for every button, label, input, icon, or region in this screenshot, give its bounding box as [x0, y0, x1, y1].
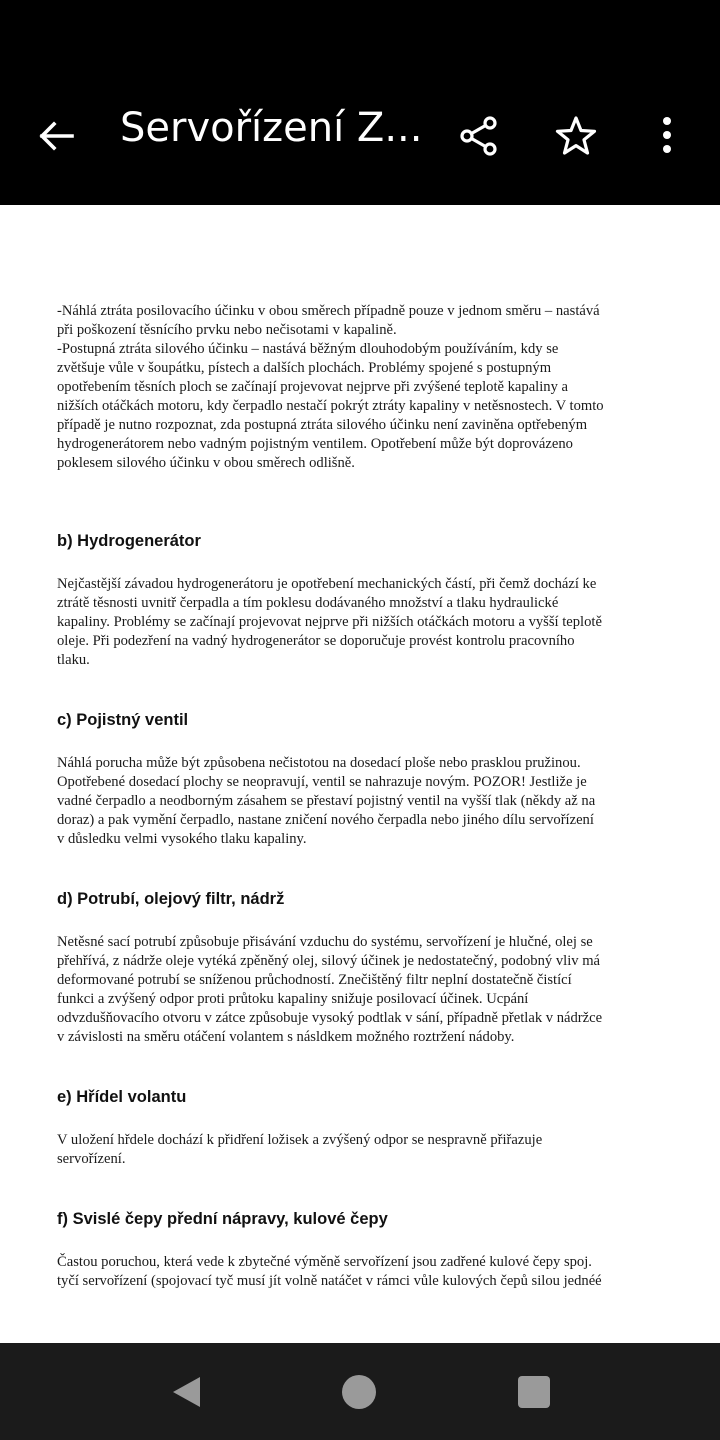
- section-heading-pojistny-ventil: c) Pojistný ventil: [57, 711, 189, 729]
- section-text-hydrogenerator: Nejčastější závadou hydrogenerátoru je opotřebení mechanických částí, při čemž dochází ke ztrátě těsnosti uvnitř čerpadla a tím poklesu dodávaného množství a tlaku hydraulické kapaliny. Problémy se začínají projevovat nejprve při nižších otáčkách motoru a vyšší teplotě oleje. Při podezření na vadný hydrogenerátor se doporučuje provést kontrolu pracovního tlaku.: [57, 576, 602, 668]
- document-title: Servořízení Z...: [120, 105, 423, 151]
- section-text-pojistny-ventil: Náhlá porucha může být způsobena nečistotou na dosedací ploše nebo prasklou pružinou. Opotřebené dosedací plochy se neopravují, ventil se nahrazuje novým. POZOR! Jestliže je vadné čerpadlo a neodborným zásahem se přestaví pojistný ventil na vyšší tlak (někdy až na doraz) a pak vymění čerpadlo, nastane zničení nového čerpadla nebo jiného dílu servořízení v důsledku velmi vysokého tlaku kapaliny.: [57, 755, 596, 847]
- nav-home-icon[interactable]: [342, 1375, 376, 1409]
- section-text-potrubi: Netěsné sací potrubí způsobuje přisávání vzduchu do systému, servořízení je hlučné, olej se přehřívá, z nádrže oleje vytéká zpěněný olej, silový účinek je nedostatečný, podobný vliv má deformované potrubí se sníženou průchodností. Znečištěný filtr neplní dostatečně čistící funkci a zvýšený odpor proti průtoku kapaliny snižuje posilovací účinek. Ucpání odvzdušňovacího otvoru v zátce způsobuje vysoký podtlak v sání, případně přetlak v nádržce v závislosti na směru otáčení volantem s násldkem možného roztržení nádoby.: [57, 934, 603, 1045]
- more-vert-icon[interactable]: [650, 114, 684, 158]
- section-heading-hridel-volantu: e) Hřídel volantu: [57, 1088, 187, 1106]
- share-icon[interactable]: [458, 114, 502, 158]
- app-bar: [0, 0, 720, 205]
- section-heading-hydrogenerator: b) Hydrogenerátor: [57, 532, 201, 550]
- back-arrow-icon[interactable]: [36, 116, 76, 156]
- intro-paragraph: -Náhlá ztráta posilovacího účinku v obou směrech případně pouze v jednom směru – nastává při poškození těsnícího prvku nebo nečisotami v kapalině. -Postupná ztráta silového účinku – nastává běžným dlouhodobým používáním, kdy se zvětšuje vůle v šoupátku, pístech a dalších plochách. Problémy spojené s postupným opotřebením těsních ploch se začínají projevovat nejprve při zvýšené teplotě kapaliny a nižších otáčkách motoru, kdy čerpadlo nestačí pokrýt ztráty kapaliny v netěsnostech. V tomto případě je nutno rozpoznat, zda postupná ztráta silového účinku není zaviněna optřebeným hydrogenerátorem nebo vadným pojistným ventilem. Opotřebení může být doprovázeno poklesem silového účinku v obou směrech odlišně.: [57, 303, 604, 471]
- document-page[interactable]: [0, 205, 720, 1343]
- document-content: [57, 302, 682, 1291]
- nav-back-icon[interactable]: [170, 1375, 204, 1409]
- section-heading-svisle-cepy: f) Svislé čepy přední nápravy, kulové čepy: [57, 1210, 388, 1228]
- section-text-svisle-cepy: Častou poruchou, která vede k zbytečné výměně servořízení jsou zadřené kulové čepy spoj. tyčí servořízení (spojovací tyč musí jít volně natáčet v rámci vůle kulových čepů silou jednéé: [57, 1254, 602, 1289]
- nav-recents-icon[interactable]: [518, 1376, 550, 1408]
- section-text-hridel-volantu: V uložení hřdele dochází k přidření ložisek a zvýšený odpor se nespravně přiřazuje servořízení.: [57, 1132, 543, 1167]
- star-icon[interactable]: [554, 114, 598, 158]
- section-heading-potrubi: d) Potrubí, olejový filtr, nádrž: [57, 890, 285, 908]
